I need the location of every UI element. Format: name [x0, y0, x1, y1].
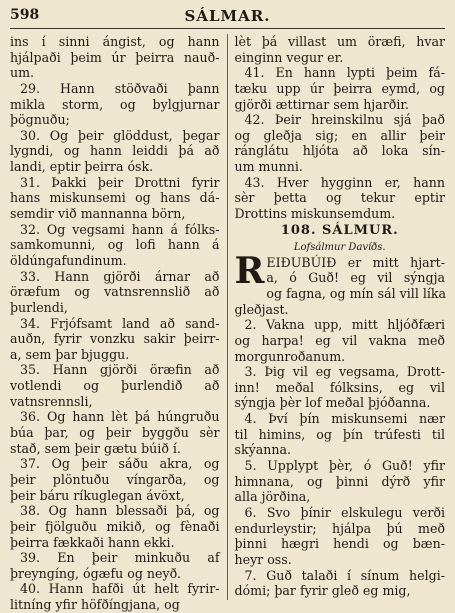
running-head: SÁLMAR. — [184, 7, 271, 25]
text-line: um munni. — [234, 159, 303, 175]
text-columns — [10, 34, 447, 613]
text-line: og gleðja sig; en allir þeir — [234, 127, 445, 143]
text-line: auðn, fyrir vonzku sakir þeirr- — [10, 331, 220, 347]
left-column — [10, 34, 228, 613]
psalm-opening — [234, 249, 446, 292]
drop-cap: R — [234, 249, 265, 292]
text-line: þeirra fækkaði hann ekki. — [10, 534, 175, 550]
psalm-title: 108. SÁLMUR. — [280, 222, 399, 238]
text-line: 35. Hann gjörði öræfin að — [20, 362, 220, 378]
text-line: 31. Þakki þeir Drottni fyrir — [20, 174, 220, 190]
page-number: 598 — [10, 7, 40, 23]
psalm-107-ending — [235, 34, 446, 222]
text-line: 33. Hann gjörði árnar að — [20, 268, 220, 284]
text-line: þeir fjölguðu mikið, og fènaði — [10, 518, 220, 534]
text-line: lygndi, og hann leiddi þá að — [10, 143, 220, 159]
text-line: skýanna. — [234, 442, 291, 458]
text-line: öræfum og vatnsrennslið að — [10, 284, 220, 300]
text-line: og fagna, og mín sál vill líka — [266, 285, 447, 301]
text-line: inn! meðal fólksins, eg vil — [234, 379, 445, 395]
text-line: 7. Guð talaði í sínum helgi- — [244, 567, 445, 583]
right-column — [228, 34, 446, 600]
page-header — [10, 6, 445, 29]
text-line: tæku upp úr þeirra eymd, og — [234, 80, 445, 96]
text-line: 36. Og hann lèt þá húngruðu — [20, 409, 220, 425]
text-line: þinni hægri hendi og bæn- — [234, 536, 445, 552]
text-line: himnana, og þinni dýrð yfir — [234, 473, 445, 489]
text-line: gjörði ættirnar sem hjarðir. — [234, 96, 409, 112]
text-line: um. — [10, 65, 35, 81]
text-line: 6. Svo þínir elskulegu verði — [244, 504, 445, 520]
text-line: 5. Upplypt þèr, ó Guð! yfir — [244, 458, 445, 474]
text-line: 43. Hver hygginn er, hann — [244, 174, 445, 190]
text-line: 29. Hann stöðvaði þann — [20, 80, 220, 96]
text-line: þögnuðu; — [10, 112, 70, 128]
text-line: 30. Og þeir glöddust, þegar — [20, 127, 220, 143]
text-line: einginn vegur er. — [234, 49, 344, 65]
text-line: 2. Vakna upp, mitt hljóðfæri — [244, 317, 445, 333]
text-line: 37. Og þeir sáðu akra, og — [20, 456, 220, 472]
text-line: 3. Þig vil eg vegsama, Drott- — [244, 364, 445, 380]
text-line: 39. En þeir minkuðu af — [20, 550, 220, 566]
text-line: lèt þá villast um öræfi, hvar — [234, 34, 445, 49]
text-line: sèr þetta og tekur eptir — [234, 190, 445, 206]
text-line: til himins, og þín trúfesti til — [234, 426, 445, 442]
text-line: og harpa! eg vil vakna með — [234, 332, 445, 348]
text-line: sýngja þèr lof meðal þjóðanna. — [234, 395, 431, 411]
psalm-subtitle: Lofsálmur Davíðs. — [293, 241, 386, 253]
text-line: samkomunni, og lofi hann á — [10, 237, 220, 253]
text-line: a, sem þar bjuggu. — [10, 346, 130, 362]
psalm-108-body — [235, 286, 446, 599]
text-line: þeir báru ríkuglegan ávöxt, — [10, 487, 185, 503]
text-line: þeir plöntuðu víngarða, og — [10, 471, 220, 487]
text-line: votlendi og þurlendið að — [10, 378, 220, 394]
text-line: morgunroðanum. — [234, 348, 346, 364]
text-line: gleðjast. — [234, 301, 289, 317]
text-line: stað, sem þeir gætu búið í. — [10, 440, 181, 456]
text-line: ins í sinni ángist, og hann — [10, 34, 220, 49]
psalm-opening-line: EIÐUBÚIÐ er mitt hjart- — [266, 254, 445, 270]
text-line: þreyngíng, ógæfu og neyð. — [10, 565, 181, 581]
text-line: alla jörðina, — [234, 489, 311, 505]
text-line: búa þar, og þeir byggðu sèr — [10, 425, 220, 441]
text-line: 4. Því þín miskunsemi nær — [244, 411, 445, 427]
text-line: dómi; þar fyrir gleð eg mig, — [234, 583, 411, 599]
text-line: litníng yfir höfðíngjana, og — [10, 597, 180, 613]
text-line: 40. Hann hafði út helt fyrir- — [20, 581, 220, 597]
text-line: 42. Þeir hreinskilnu sjá það — [244, 112, 445, 128]
text-line: 38. Og hann blessaði þá, og — [20, 503, 220, 519]
text-line: 34. Frjófsamt land að sand- — [20, 315, 220, 331]
text-line: heyr oss. — [234, 551, 292, 567]
text-line: Drottins miskunsemdum. — [234, 206, 396, 222]
text-line: hans miskunsemi og hans dá- — [10, 190, 220, 206]
text-line: 32. Og vegsami hann á fólks- — [20, 221, 220, 237]
text-line: semdir við mannanna börn, — [10, 206, 186, 222]
text-line: ránglátu hljóta að loka sín- — [234, 143, 445, 159]
text-line: þurlendi, — [10, 299, 68, 315]
text-line: öldúngafundinum. — [10, 252, 127, 268]
text-line: mikla storm, og bylgjurnar — [10, 96, 220, 112]
psalm-opening-line: a, ó Guð! eg vil sýngja — [266, 270, 445, 286]
text-line: landi, eptir þeirra ósk. — [10, 159, 154, 175]
text-line: vatnsrennsli, — [10, 393, 93, 409]
text-line: endurleystir; hjálpa þú með — [234, 520, 445, 536]
text-line: hjálpaði þeim úr þeirra nauð- — [10, 49, 220, 65]
text-line: 41. En hann lypti þeim fá- — [244, 65, 445, 81]
